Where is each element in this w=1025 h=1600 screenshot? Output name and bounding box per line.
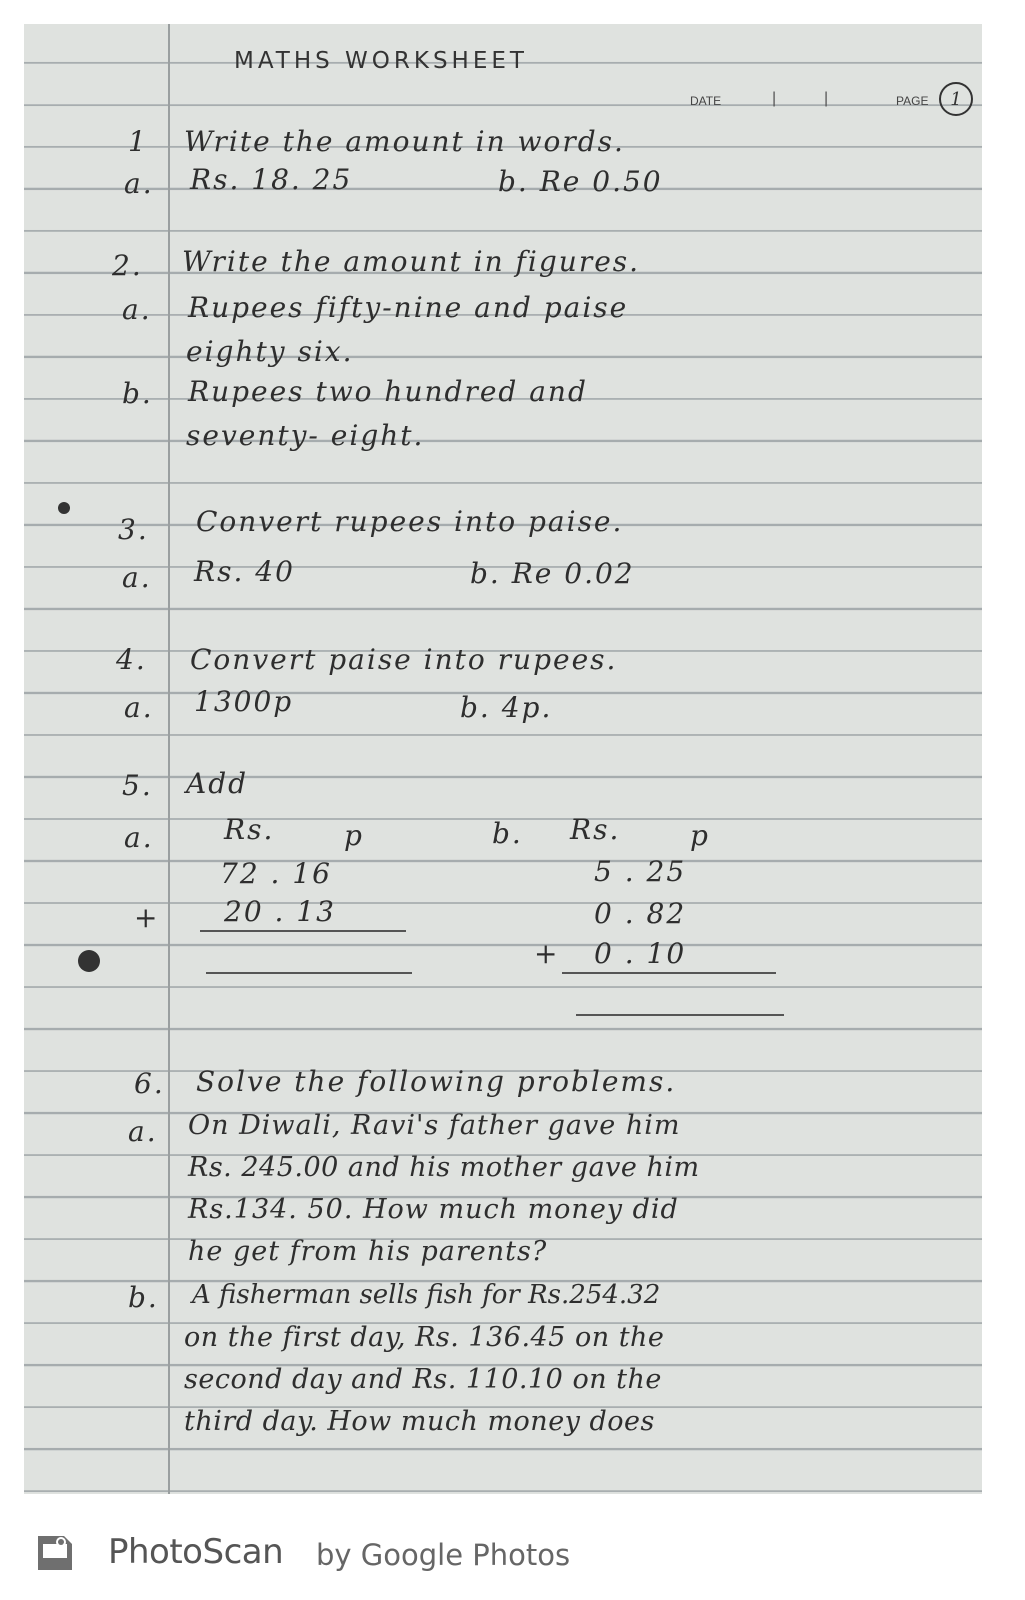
item-text: eighty six. xyxy=(186,335,354,368)
item-text: Rupees two hundred and xyxy=(188,375,588,408)
column-header: Rs. xyxy=(224,813,275,846)
question-number: 3. xyxy=(118,513,149,546)
margin-line xyxy=(168,24,170,1494)
answer-line xyxy=(576,1014,784,1016)
notebook-page xyxy=(24,24,982,1494)
photoscan-footer xyxy=(0,1494,1025,1600)
plus-sign: + xyxy=(134,901,160,934)
answer-line xyxy=(206,972,412,974)
punch-hole xyxy=(78,950,100,972)
item-label: b. xyxy=(122,377,153,410)
item-text: on the first day, Rs. 136.45 on the xyxy=(184,1322,665,1353)
addend: 5 . 25 xyxy=(594,855,687,888)
item-label: a. xyxy=(124,821,154,854)
photoscan-icon xyxy=(34,1532,76,1574)
item-label: a. xyxy=(124,691,154,724)
question-number: 1 xyxy=(128,125,148,158)
item-text: Rs.134. 50. How much money did xyxy=(188,1194,679,1225)
item-text: Rs. 40 xyxy=(194,555,295,588)
page-number: 1 xyxy=(939,82,973,116)
plus-sign: + xyxy=(534,937,560,970)
footer-byline: by Google Photos xyxy=(316,1538,571,1572)
item-text: b. 4p. xyxy=(460,691,553,724)
item-text: Rupees fifty-nine and paise xyxy=(188,291,629,324)
question-number: 2. xyxy=(112,249,143,282)
page-label: PAGE xyxy=(896,94,929,108)
addend: 0 . 10 xyxy=(594,937,687,970)
addend: 20 . 13 xyxy=(224,895,336,928)
item-label: b. xyxy=(128,1281,159,1314)
question-text: Convert paise into rupees. xyxy=(190,643,618,676)
addend: 0 . 82 xyxy=(594,897,687,930)
column-header: p xyxy=(344,819,364,852)
item-label: a. xyxy=(128,1115,158,1148)
question-number: 5. xyxy=(122,769,153,802)
question-number: 4. xyxy=(116,643,147,676)
item-label: a. xyxy=(122,293,152,326)
date-separator: | xyxy=(772,90,777,107)
question-text: Write the amount in words. xyxy=(184,125,625,158)
column-header: p xyxy=(690,819,710,852)
question-text: Add xyxy=(186,767,249,800)
item-text: seventy- eight. xyxy=(186,419,425,452)
addend: 72 . 16 xyxy=(220,857,332,890)
date-separator: | xyxy=(824,90,829,107)
worksheet-title: MATHS WORKSHEET xyxy=(234,48,528,74)
item-text: A fisherman sells fish for Rs.254.32 xyxy=(192,1280,661,1310)
footer-brand: PhotoScan xyxy=(108,1532,284,1572)
question-number: 6. xyxy=(134,1067,165,1100)
item-text: second day and Rs. 110.10 on the xyxy=(184,1364,662,1395)
item-text: he get from his parents? xyxy=(188,1236,548,1267)
item-label: a. xyxy=(124,167,154,200)
item-text: On Diwali, Ravi's father gave him xyxy=(188,1110,681,1141)
item-text: 1300p xyxy=(194,685,294,718)
question-text: Solve the following problems. xyxy=(196,1065,677,1098)
question-text: Convert rupees into paise. xyxy=(196,505,624,538)
column-header: Rs. xyxy=(570,813,621,846)
item-label: a. xyxy=(122,561,152,594)
date-label: DATE xyxy=(690,94,722,108)
item-text: Rs. 18. 25 xyxy=(190,163,353,196)
sum-line xyxy=(562,972,776,974)
item-text: third day. How much money does xyxy=(184,1406,655,1437)
question-text: Write the amount in figures. xyxy=(182,245,641,278)
item-text: b. Re 0.02 xyxy=(470,557,635,590)
item-text: Rs. 245.00 and his mother gave him xyxy=(188,1152,700,1183)
sum-line xyxy=(200,930,406,932)
item-label: b. xyxy=(492,817,523,850)
punch-hole xyxy=(58,502,70,514)
item-text: b. Re 0.50 xyxy=(498,165,663,198)
